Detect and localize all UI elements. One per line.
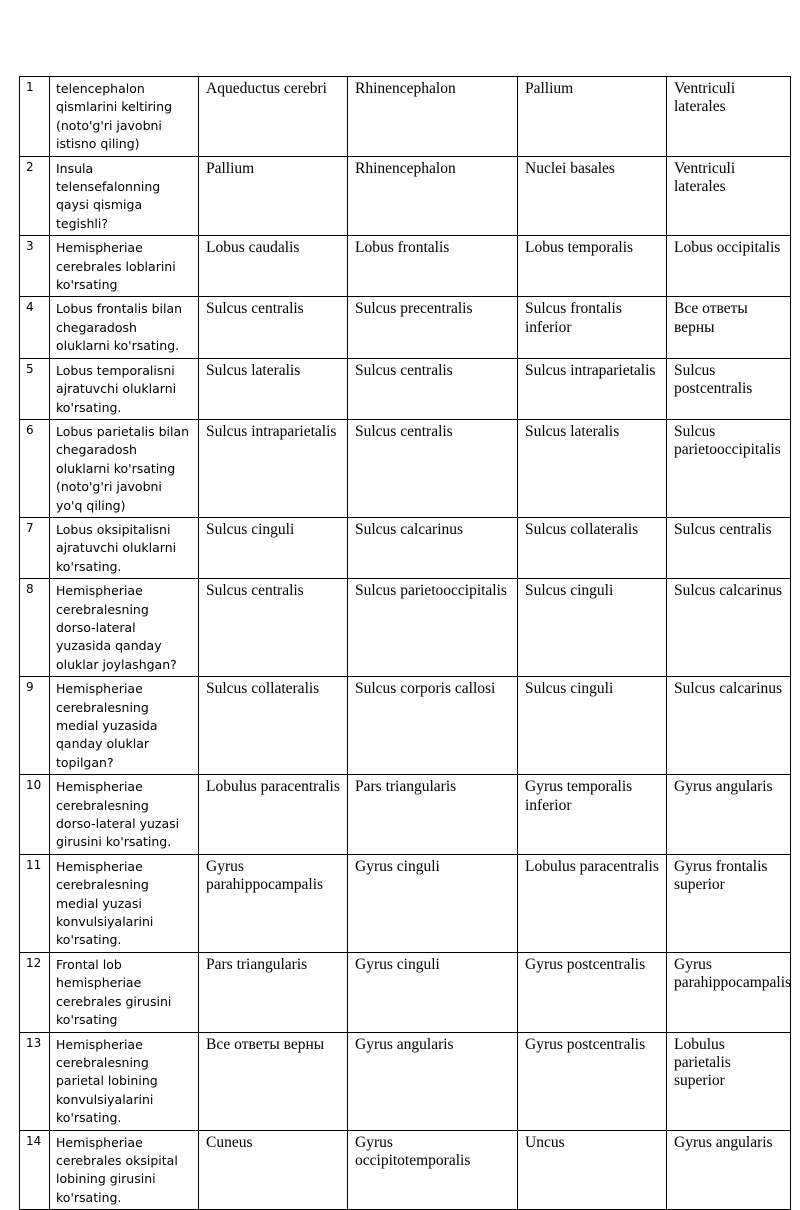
answer-option-a: Cuneus xyxy=(199,1130,348,1210)
answer-option-c: Gyrus temporalis inferior xyxy=(518,775,667,855)
answer-option-d: Ventriculi laterales xyxy=(667,77,791,157)
answer-option-a: Gyrus parahippocampalis xyxy=(199,854,348,952)
row-number: 11 xyxy=(20,854,50,952)
answer-option-a: Lobus caudalis xyxy=(199,236,348,297)
answer-option-d: Все ответы верны xyxy=(667,297,791,358)
document-page xyxy=(19,76,790,1210)
row-number: 12 xyxy=(20,952,50,1032)
question-text: Hemispheriae cerebrales loblarini ko'rsating xyxy=(50,236,199,297)
answer-option-b: Rhinencephalon xyxy=(348,77,518,157)
answer-option-d: Sulcus calcarinus xyxy=(667,677,791,775)
table-row xyxy=(20,156,791,236)
table-row xyxy=(20,297,791,358)
answer-option-b: Pars triangularis xyxy=(348,775,518,855)
answer-option-a: Aqueductus cerebri xyxy=(199,77,348,157)
answer-option-c: Sulcus intraparietalis xyxy=(518,358,667,419)
answer-option-d: Gyrus angularis xyxy=(667,1130,791,1210)
answer-option-c: Sulcus collateralis xyxy=(518,517,667,578)
answer-option-c: Pallium xyxy=(518,77,667,157)
table-row xyxy=(20,952,791,1032)
answer-option-b: Sulcus calcarinus xyxy=(348,517,518,578)
question-text: Hemispheriae cerebralesning medial yuzasi konvulsiyalarini ko'rsating. xyxy=(50,854,199,952)
question-text: Lobus parietalis bilan chegaradosh oluklarni ko'rsating (noto'g'ri javobni yo'q qiling) xyxy=(50,419,199,517)
answer-option-b: Sulcus centralis xyxy=(348,419,518,517)
answer-option-d: Lobus occipitalis xyxy=(667,236,791,297)
table-row xyxy=(20,419,791,517)
answer-option-a: Pallium xyxy=(199,156,348,236)
answer-option-a: Sulcus centralis xyxy=(199,297,348,358)
table-row xyxy=(20,677,791,775)
answer-option-a: Pars triangularis xyxy=(199,952,348,1032)
row-number: 2 xyxy=(20,156,50,236)
answer-option-a: Sulcus cinguli xyxy=(199,517,348,578)
answer-option-d: Sulcus postcentralis xyxy=(667,358,791,419)
answer-option-b: Sulcus corporis callosi xyxy=(348,677,518,775)
question-text: Frontal lob hemispheriae cerebrales girusini ko'rsating xyxy=(50,952,199,1032)
answer-option-d: Gyrus parahippocampalis xyxy=(667,952,791,1032)
question-text: Hemispheriae cerebralesning dorso-lateral yuzasida qanday oluklar joylashgan? xyxy=(50,579,199,677)
question-text: Hemispheriae cerebrales oksipital lobining girusini ko'rsating. xyxy=(50,1130,199,1210)
answer-option-a: Sulcus lateralis xyxy=(199,358,348,419)
question-text: telencephalon qismlarini keltiring (noto'g'ri javobni istisno qiling) xyxy=(50,77,199,157)
row-number: 14 xyxy=(20,1130,50,1210)
question-text: Hemispheriae cerebralesning medial yuzasida qanday oluklar topilgan? xyxy=(50,677,199,775)
table-row xyxy=(20,517,791,578)
answer-option-c: Sulcus lateralis xyxy=(518,419,667,517)
answer-option-c: Sulcus cinguli xyxy=(518,677,667,775)
answer-option-c: Gyrus postcentralis xyxy=(518,952,667,1032)
question-text: Lobus oksipitalisni ajratuvchi oluklarni ko'rsating. xyxy=(50,517,199,578)
answer-option-b: Gyrus cinguli xyxy=(348,854,518,952)
answer-option-a: Sulcus centralis xyxy=(199,579,348,677)
answer-option-d: Sulcus calcarinus xyxy=(667,579,791,677)
table-row xyxy=(20,77,791,157)
question-text: Insula telensefalonning qaysi qismiga tegishli? xyxy=(50,156,199,236)
table-row xyxy=(20,1130,791,1210)
answer-option-a: Все ответы верны xyxy=(199,1032,348,1130)
row-number: 1 xyxy=(20,77,50,157)
answer-option-c: Sulcus cinguli xyxy=(518,579,667,677)
row-number: 6 xyxy=(20,419,50,517)
question-text: Lobus frontalis bilan chegaradosh oluklarni ko'rsating. xyxy=(50,297,199,358)
row-number: 4 xyxy=(20,297,50,358)
row-number: 13 xyxy=(20,1032,50,1130)
answer-option-d: Ventriculi laterales xyxy=(667,156,791,236)
answer-option-b: Sulcus parietooccipitalis xyxy=(348,579,518,677)
answer-option-c: Gyrus postcentralis xyxy=(518,1032,667,1130)
table-row xyxy=(20,1032,791,1130)
answer-option-d: Gyrus frontalis superior xyxy=(667,854,791,952)
answer-option-a: Sulcus collateralis xyxy=(199,677,348,775)
answer-option-c: Lobus temporalis xyxy=(518,236,667,297)
question-table-body xyxy=(20,77,791,1210)
answer-option-b: Gyrus angularis xyxy=(348,1032,518,1130)
answer-option-d: Sulcus parietooccipitalis xyxy=(667,419,791,517)
table-row xyxy=(20,854,791,952)
answer-option-b: Sulcus centralis xyxy=(348,358,518,419)
answer-option-b: Gyrus cinguli xyxy=(348,952,518,1032)
answer-option-d: Sulcus centralis xyxy=(667,517,791,578)
answer-option-b: Lobus frontalis xyxy=(348,236,518,297)
table-row xyxy=(20,775,791,855)
question-text: Hemispheriae cerebralesning parietal lobining konvulsiyalarini ko'rsating. xyxy=(50,1032,199,1130)
table-row xyxy=(20,358,791,419)
row-number: 10 xyxy=(20,775,50,855)
answer-option-b: Rhinencephalon xyxy=(348,156,518,236)
answer-option-b: Sulcus precentralis xyxy=(348,297,518,358)
question-table xyxy=(19,76,791,1210)
row-number: 3 xyxy=(20,236,50,297)
answer-option-c: Nuclei basales xyxy=(518,156,667,236)
row-number: 7 xyxy=(20,517,50,578)
answer-option-d: Lobulus parietalis superior xyxy=(667,1032,791,1130)
row-number: 9 xyxy=(20,677,50,775)
table-row xyxy=(20,579,791,677)
table-row xyxy=(20,236,791,297)
answer-option-d: Gyrus angularis xyxy=(667,775,791,855)
row-number: 8 xyxy=(20,579,50,677)
question-text: Lobus temporalisni ajratuvchi oluklarni ko'rsating. xyxy=(50,358,199,419)
answer-option-c: Uncus xyxy=(518,1130,667,1210)
answer-option-b: Gyrus occipitotemporalis xyxy=(348,1130,518,1210)
row-number: 5 xyxy=(20,358,50,419)
answer-option-a: Sulcus intraparietalis xyxy=(199,419,348,517)
answer-option-c: Lobulus paracentralis xyxy=(518,854,667,952)
question-text: Hemispheriae cerebralesning dorso-lateral yuzasi girusini ko'rsating. xyxy=(50,775,199,855)
answer-option-c: Sulcus frontalis inferior xyxy=(518,297,667,358)
answer-option-a: Lobulus paracentralis xyxy=(199,775,348,855)
